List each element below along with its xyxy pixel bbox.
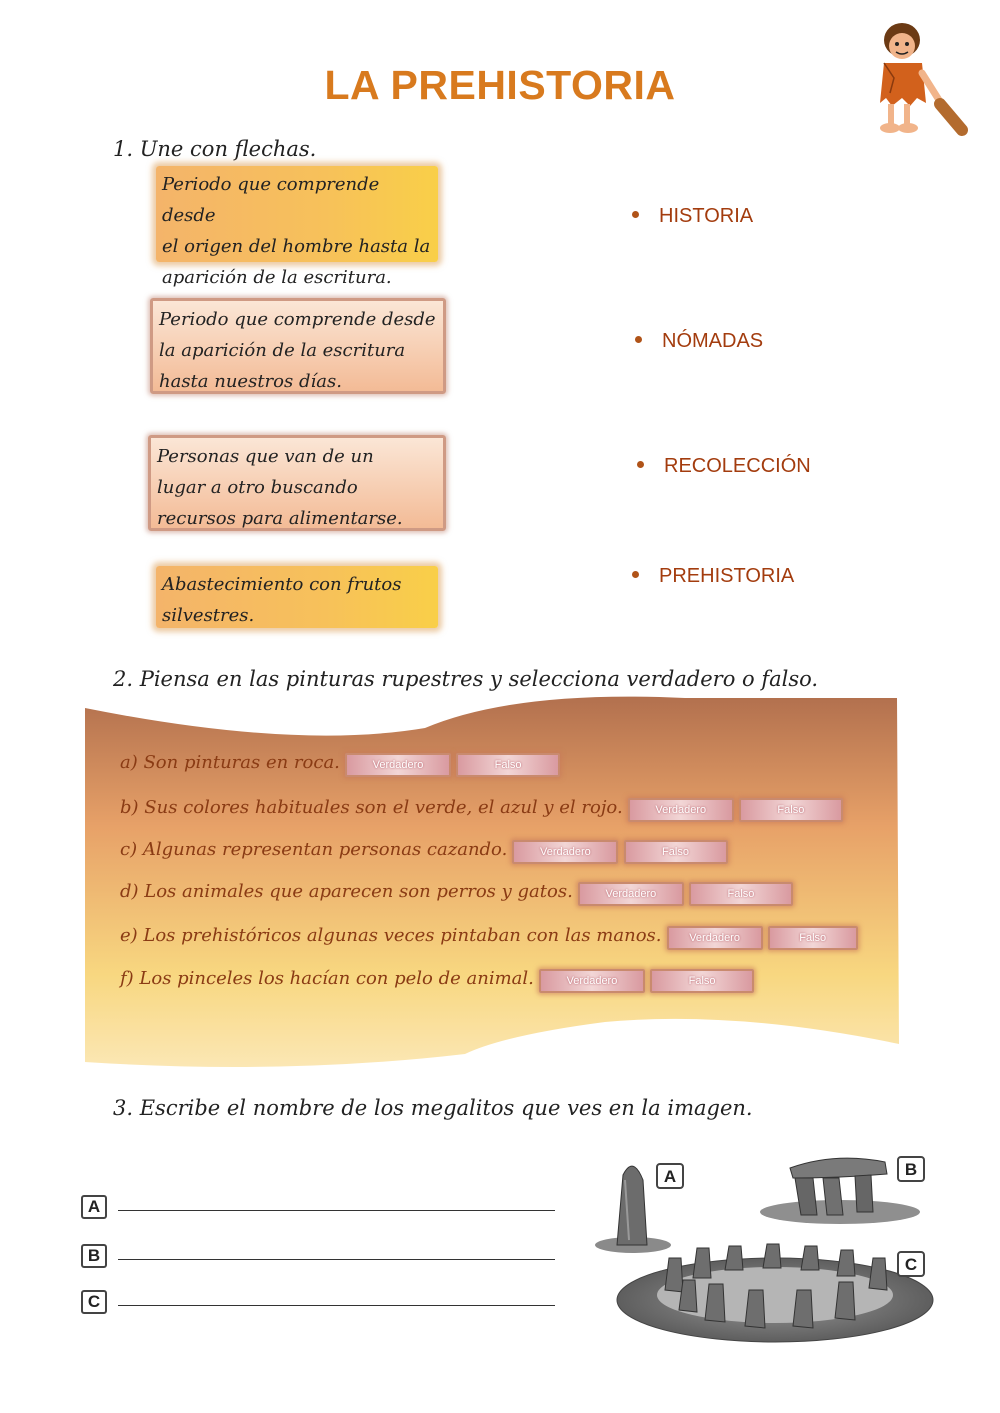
statement-row-d: [120, 881, 793, 906]
statement-text: f) Los pinceles los hacían con pelo de animal.: [120, 968, 534, 989]
card-line: Personas que van de un: [157, 446, 374, 467]
card-line: recursos para alimentarse.: [157, 508, 403, 529]
bullet-icon: [632, 211, 639, 218]
term-prehistoria[interactable]: [632, 565, 794, 588]
statement-row-e: [120, 925, 858, 950]
statement-row-a: [120, 752, 560, 777]
verdadero-button[interactable]: Verdadero: [512, 840, 618, 864]
definition-card-2[interactable]: [150, 298, 446, 394]
falso-button[interactable]: Falso: [768, 926, 858, 950]
card-line: hasta nuestros días.: [159, 371, 342, 392]
caveman-illustration: [862, 18, 972, 138]
term-label: NÓMADAS: [662, 330, 764, 352]
image-label-c: C: [904, 1255, 918, 1274]
megaliths-illustration: [595, 1150, 945, 1345]
card-line: lugar a otro buscando: [157, 477, 358, 498]
bullet-icon: [632, 571, 639, 578]
verdadero-button[interactable]: Verdadero: [667, 926, 763, 950]
card-line: Abastecimiento con frutos: [162, 574, 402, 595]
page-title: LA PREHISTORIA: [324, 62, 676, 108]
statement-text: a) Son pinturas en roca.: [120, 752, 340, 773]
term-nomadas[interactable]: [635, 330, 763, 353]
section2-instruction: 2. Piensa en las pinturas rupestres y selecciona verdadero o falso.: [113, 667, 819, 691]
term-label: RECOLECCIÓN: [664, 455, 811, 477]
section3-instruction: 3. Escribe el nombre de los megalitos que ves en la imagen.: [113, 1096, 753, 1120]
statement-row-f: [120, 968, 754, 993]
card-line: Periodo que comprende desde: [162, 174, 380, 226]
answer-label-b: B: [81, 1244, 107, 1268]
card-line: la aparición de la escritura: [159, 340, 406, 361]
term-historia[interactable]: [632, 205, 753, 228]
term-label: PREHISTORIA: [659, 565, 795, 587]
bullet-icon: [635, 336, 642, 343]
card-line: aparición de la escritura.: [162, 267, 392, 288]
falso-button[interactable]: Falso: [689, 882, 793, 906]
card-line: silvestres.: [162, 605, 255, 626]
statement-text: b) Sus colores habituales son el verde, el azul y el rojo.: [120, 797, 623, 818]
card-line: el origen del hombre hasta la: [162, 236, 431, 257]
verdadero-button[interactable]: Verdadero: [628, 798, 734, 822]
card-line: Periodo que comprende desde: [159, 309, 436, 330]
statement-row-b: [120, 797, 843, 822]
cave-painting-panel: [85, 690, 905, 1070]
statement-text: e) Los prehistóricos algunas veces pintaban con las manos.: [120, 925, 662, 946]
definition-card-1[interactable]: [156, 166, 438, 288]
statement-text: d) Los animales que aparecen son perros y gatos.: [120, 881, 573, 902]
verdadero-button[interactable]: Verdadero: [345, 753, 451, 777]
term-label: HISTORIA: [659, 205, 754, 227]
image-label-b: B: [904, 1160, 918, 1179]
definition-card-4[interactable]: [156, 566, 438, 628]
image-label-a: A: [663, 1167, 677, 1186]
definition-card-3[interactable]: [148, 435, 446, 531]
falso-button[interactable]: Falso: [624, 840, 728, 864]
verdadero-button[interactable]: Verdadero: [578, 882, 684, 906]
section1-instruction: 1. Une con flechas.: [113, 137, 317, 161]
statement-text: c) Algunas representan personas cazando.: [120, 839, 508, 860]
falso-button[interactable]: Falso: [739, 798, 843, 822]
answer-line-c[interactable]: [118, 1305, 555, 1306]
answer-label-a: A: [81, 1195, 107, 1219]
falso-button[interactable]: Falso: [456, 753, 560, 777]
statement-row-c: [120, 839, 728, 864]
bullet-icon: [637, 461, 644, 468]
answer-line-b[interactable]: [118, 1259, 555, 1260]
answer-line-a[interactable]: [118, 1210, 555, 1211]
term-recoleccion[interactable]: [637, 455, 811, 478]
falso-button[interactable]: Falso: [650, 969, 754, 993]
answer-label-c: C: [81, 1290, 107, 1314]
verdadero-button[interactable]: Verdadero: [539, 969, 645, 993]
